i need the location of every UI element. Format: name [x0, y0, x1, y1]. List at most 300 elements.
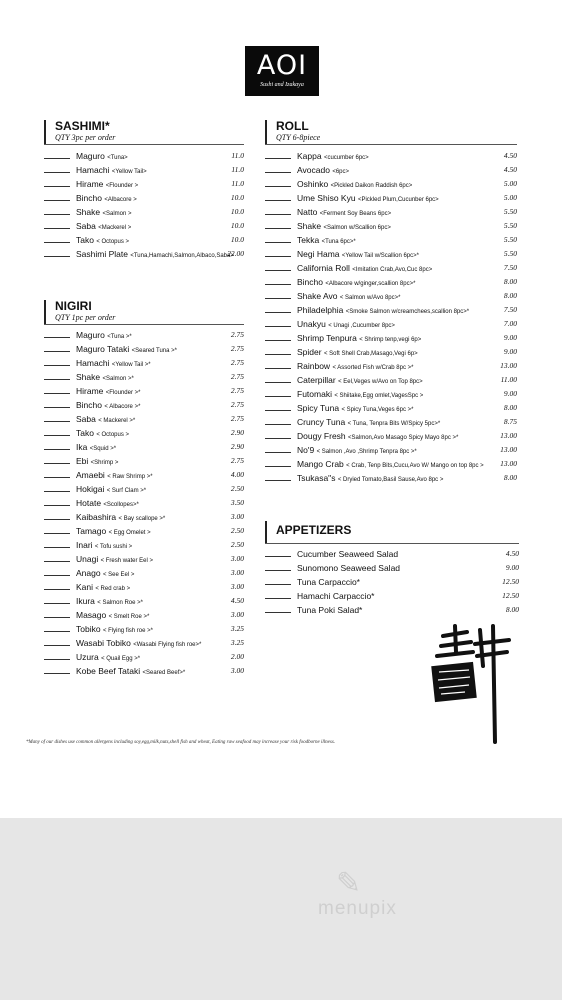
qty-blank — [44, 469, 70, 478]
qty-blank — [44, 192, 70, 201]
qty-blank — [265, 304, 291, 313]
item-name: Ume Shiso Kyu — [297, 193, 356, 203]
item-price: 2.75 — [230, 372, 244, 381]
item-price: 2.75 — [230, 414, 244, 423]
menu-item — [265, 261, 517, 275]
qty-blank — [265, 458, 291, 467]
item-description: < Bay scallope >* — [118, 516, 166, 522]
qty-blank — [44, 441, 70, 450]
qty-blank — [44, 483, 70, 492]
item-name: Inari — [76, 540, 93, 550]
item-price: 8.00 — [503, 291, 517, 300]
item-name: Tsukasa"s — [297, 473, 336, 483]
item-description: <cucumber 6pc> — [323, 155, 369, 161]
item-price: 3.00 — [230, 666, 244, 675]
menu-item — [44, 177, 244, 191]
menu-item — [44, 454, 244, 468]
item-name: Bincho — [76, 400, 102, 410]
section-qty: QTY 1pc per order — [55, 313, 116, 322]
logo-tagline: Sushi and Izakaya — [260, 82, 304, 88]
item-price: 2.75 — [230, 400, 244, 409]
item-name: Futomaki — [297, 389, 332, 399]
item-description: <Salmon w/Scallion 6pc> — [323, 225, 391, 231]
menu-item — [44, 247, 244, 261]
menu-item — [265, 359, 517, 373]
item-price: 13.00 — [500, 459, 517, 468]
menu-item — [265, 317, 517, 331]
qty-blank — [265, 318, 291, 327]
item-price: 2.50 — [230, 484, 244, 493]
item-price: 11.0 — [231, 179, 244, 188]
item-price: 3.00 — [230, 512, 244, 521]
item-description: <Flounder > — [105, 183, 139, 189]
section-header — [44, 300, 244, 324]
item-price: 10.0 — [230, 193, 244, 202]
item-description: <Yellow Tail w/Scallion 6pc>* — [341, 253, 419, 259]
item-name: Amaebi — [76, 470, 105, 480]
item-name: Tuna Poki Salad* — [297, 605, 363, 615]
qty-blank — [265, 262, 291, 271]
qty-blank — [44, 385, 70, 394]
item-description: < Salmon w/Avo 8pc>* — [339, 295, 401, 301]
item-description: < Unagi ,Cucumber 8pc> — [328, 323, 395, 329]
menu-item — [44, 468, 244, 482]
menu-item — [44, 370, 244, 384]
menu-item — [44, 440, 244, 454]
menu-item — [44, 398, 244, 412]
item-description: < Shrimp tenp,vegi 6p> — [359, 337, 422, 343]
qty-blank — [44, 220, 70, 229]
item-price: 2.75 — [230, 358, 244, 367]
item-description: < Smelt Roe >* — [108, 614, 150, 620]
qty-blank — [44, 399, 70, 408]
item-description: < Quail Egg >* — [101, 656, 141, 662]
qty-blank — [265, 562, 291, 571]
item-description: <Wasabi Flying fish roe>* — [133, 642, 202, 648]
item-name: Maguro — [76, 151, 105, 161]
menu-item — [265, 547, 519, 561]
item-name: Sashimi Plate — [76, 249, 128, 259]
item-price: 10.0 — [230, 207, 244, 216]
item-description: <Pickled Daikon Raddish 6pc> — [330, 183, 413, 189]
item-name: Bincho — [76, 193, 102, 203]
item-name: Hamachi — [76, 165, 110, 175]
item-description: < Mackerel >* — [98, 418, 136, 424]
item-price: 4.00 — [230, 470, 244, 479]
qty-blank — [44, 609, 70, 618]
item-price: 2.50 — [230, 526, 244, 535]
item-name: Mango Crab — [297, 459, 344, 469]
item-description: < Tuna, Tenpra Bits W/Spicy 5pc>* — [347, 421, 441, 427]
qty-blank — [44, 567, 70, 576]
qty-blank — [265, 604, 291, 613]
item-description: < Fresh water Eel > — [100, 558, 153, 564]
menu-item — [265, 471, 517, 485]
menu-item — [265, 331, 517, 345]
qty-blank — [265, 164, 291, 173]
item-price: 5.50 — [503, 235, 517, 244]
qty-blank — [265, 150, 291, 159]
item-description: < Flying fish roe >* — [102, 628, 153, 634]
menu-item — [265, 561, 519, 575]
menu-item — [265, 603, 519, 617]
qty-blank — [265, 402, 291, 411]
item-name: Caterpillar — [297, 375, 336, 385]
menu-item — [44, 496, 244, 510]
qty-blank — [265, 248, 291, 257]
qty-blank — [44, 150, 70, 159]
item-price: 5.50 — [503, 207, 517, 216]
watermark-icon: ✎ — [336, 867, 363, 900]
menu-item — [265, 247, 517, 261]
item-name: Spider — [297, 347, 322, 357]
qty-blank — [44, 497, 70, 506]
item-list — [265, 149, 517, 485]
section-title: NIGIRI — [55, 299, 92, 313]
section-rule — [265, 144, 517, 145]
item-description: <Tuna> — [107, 155, 128, 161]
qty-blank — [44, 206, 70, 215]
item-price: 3.00 — [230, 582, 244, 591]
qty-blank — [265, 220, 291, 229]
menu-item — [44, 538, 244, 552]
item-price: 9.00 — [503, 333, 517, 342]
item-description: < See Eel > — [102, 572, 135, 578]
qty-blank — [44, 553, 70, 562]
item-price: 4.50 — [503, 151, 517, 160]
item-list — [44, 328, 244, 678]
qty-blank — [265, 192, 291, 201]
menu-item — [44, 482, 244, 496]
item-description: <Salmon,Avo Masago Spicy Mayo 8pc >* — [348, 435, 459, 441]
item-description: < Crab, Tenp Bits,Cucu,Avo W/ Mango on top 8pc > — [346, 463, 484, 469]
item-name: Hokigai — [76, 484, 105, 494]
item-description: < Assorted Fish w/Crab 8pc >* — [332, 365, 414, 371]
item-description: < Albacore >* — [104, 404, 141, 410]
section-title: APPETIZERS — [276, 523, 352, 537]
menu-item — [265, 219, 517, 233]
qty-blank — [265, 276, 291, 285]
item-name: Avocado — [297, 165, 330, 175]
item-name: No'9 — [297, 445, 315, 455]
item-name: Ikura — [76, 596, 95, 606]
item-description: < Surf Clam >* — [106, 488, 147, 494]
item-price: 4.50 — [503, 165, 517, 174]
section-rule — [265, 543, 519, 544]
section-header — [265, 120, 517, 144]
menu-item — [44, 356, 244, 370]
item-description: <Squid >* — [89, 446, 117, 452]
item-name: Hirame — [76, 179, 104, 189]
qty-blank — [44, 329, 70, 338]
item-price: 13.00 — [500, 445, 517, 454]
item-description: <Yellow Tail> — [111, 169, 147, 175]
qty-blank — [44, 234, 70, 243]
menu-item — [44, 205, 244, 219]
menu-item — [265, 387, 517, 401]
item-price: 13.00 — [500, 361, 517, 370]
item-description: < Dryied Tomato,Basil Sause,Avo 8pc > — [337, 477, 444, 483]
item-price: 12.50 — [502, 591, 519, 600]
item-price: 12.50 — [502, 577, 519, 586]
item-price: 7.50 — [503, 263, 517, 272]
item-name: Maguro — [76, 330, 105, 340]
item-price: 8.00 — [503, 403, 517, 412]
item-name: Uzura — [76, 652, 99, 662]
qty-blank — [44, 595, 70, 604]
menu-item — [44, 650, 244, 664]
item-description: <Tuna 6pc>* — [321, 239, 356, 245]
menu-item — [265, 589, 519, 603]
qty-blank — [44, 637, 70, 646]
qty-blank — [44, 357, 70, 366]
item-name: Cucumber Seaweed Salad — [297, 549, 399, 559]
item-price: 2.90 — [230, 428, 244, 437]
item-name: Saba — [76, 414, 96, 424]
item-description: <Albacore > — [104, 197, 137, 203]
menu-item — [265, 429, 517, 443]
menu-item — [265, 457, 517, 471]
item-description: <Scollopes>* — [103, 502, 139, 508]
item-price: 2.75 — [230, 344, 244, 353]
item-description: < Red crab > — [95, 586, 131, 592]
qty-blank — [265, 234, 291, 243]
item-price: 9.00 — [503, 389, 517, 398]
item-name: Hamachi Carpaccio* — [297, 591, 375, 601]
item-description: <Salmon >* — [102, 376, 134, 382]
item-description: <Albacore w/ginger,scallion 8pc>* — [325, 281, 416, 287]
item-price: 9.00 — [503, 347, 517, 356]
item-name: Bincho — [297, 277, 323, 287]
item-name: Kobe Beef Tataki — [76, 666, 141, 676]
qty-blank — [44, 455, 70, 464]
item-price: 2.75 — [230, 386, 244, 395]
menu-item — [265, 345, 517, 359]
item-price: 3.50 — [230, 498, 244, 507]
menu-item — [44, 580, 244, 594]
item-name: Sunomono Seaweed Salad — [297, 563, 401, 573]
menu-item — [265, 575, 519, 589]
item-price: 2.75 — [230, 456, 244, 465]
item-description: < Soft Shell Crab,Masago,Vegi 6p> — [323, 351, 418, 357]
item-description: <Yellow Tail >* — [111, 362, 151, 368]
item-price: 7.50 — [503, 305, 517, 314]
item-name: Dougy Fresh — [297, 431, 346, 441]
item-name: Rainbow — [297, 361, 331, 371]
menu-item — [44, 342, 244, 356]
item-description: < Tofu sushi > — [94, 544, 133, 550]
item-price: 8.00 — [503, 277, 517, 286]
item-name: California Roll — [297, 263, 350, 273]
item-name: Kani — [76, 582, 94, 592]
qty-blank — [265, 332, 291, 341]
item-name: Oshinko — [297, 179, 329, 189]
item-description: <Ferment Soy Beans 6pc> — [319, 211, 392, 217]
item-price: 8.75 — [503, 417, 517, 426]
menu-item — [44, 328, 244, 342]
qty-blank — [44, 651, 70, 660]
menu-item — [44, 384, 244, 398]
item-name: Negi Hama — [297, 249, 340, 259]
menu-item — [265, 289, 517, 303]
item-name: Unagi — [76, 554, 99, 564]
item-price: 5.00 — [503, 179, 517, 188]
menu-item — [265, 163, 517, 177]
item-list — [44, 149, 244, 261]
roll-section — [265, 120, 517, 485]
item-price: 7.00 — [503, 319, 517, 328]
item-price: 2.00 — [230, 652, 244, 661]
item-name: Tobiko — [76, 624, 101, 634]
appetizers-section — [265, 521, 519, 617]
item-name: Tako — [76, 428, 94, 438]
item-description: < Octopus > — [96, 239, 130, 245]
item-description: <6pc> — [332, 169, 349, 175]
item-description: <Salmon > — [102, 211, 132, 217]
item-description: <Tuna,Hamachi,Salmon,Albaco,Saba> — [130, 253, 234, 259]
item-price: 3.00 — [230, 568, 244, 577]
watermark-text: menupix — [318, 898, 397, 919]
menu-item — [265, 443, 517, 457]
qty-blank — [265, 206, 291, 215]
menu-item — [44, 426, 244, 440]
menu-item — [44, 233, 244, 247]
menu-item — [44, 149, 244, 163]
item-price: 9.00 — [505, 563, 519, 572]
qty-blank — [265, 360, 291, 369]
item-description: < Salmon Roe >* — [97, 600, 143, 606]
item-price: 11.0 — [231, 165, 244, 174]
calligraphy-art — [425, 622, 515, 752]
qty-blank — [265, 590, 291, 599]
menu-item — [265, 401, 517, 415]
watermark — [318, 867, 478, 920]
qty-blank — [44, 371, 70, 380]
item-price: 3.25 — [230, 638, 244, 647]
item-price: 2.75 — [230, 330, 244, 339]
qty-blank — [44, 343, 70, 352]
menu-item — [44, 552, 244, 566]
menu-item — [44, 594, 244, 608]
menu-item — [265, 205, 517, 219]
qty-blank — [265, 444, 291, 453]
item-name: Shake — [76, 207, 101, 217]
qty-blank — [44, 164, 70, 173]
menu-item — [265, 415, 517, 429]
qty-blank — [265, 346, 291, 355]
item-description: < Octopus > — [96, 432, 130, 438]
item-name: Shake — [297, 221, 322, 231]
item-name: Kaibashira — [76, 512, 117, 522]
item-name: Hirame — [76, 386, 104, 396]
item-name: Kappa — [297, 151, 322, 161]
qty-blank — [265, 388, 291, 397]
item-description: < Eel,Veges w/Avo on Top 8pc> — [338, 379, 423, 385]
item-name: Maguro Tataki — [76, 344, 130, 354]
section-rule — [44, 144, 244, 145]
item-price: 11.0 — [231, 151, 244, 160]
item-name: Tako — [76, 235, 94, 245]
menu-item — [44, 608, 244, 622]
item-price: 10.0 — [230, 221, 244, 230]
item-name: Ika — [76, 442, 88, 452]
item-description: < Raw Shrimp >* — [107, 474, 153, 480]
qty-blank — [44, 511, 70, 520]
qty-blank — [44, 178, 70, 187]
item-description: <Flounder >* — [105, 390, 141, 396]
nigiri-section — [44, 300, 244, 678]
qty-blank — [44, 539, 70, 548]
menu-item — [265, 149, 517, 163]
qty-blank — [265, 430, 291, 439]
item-price: 4.50 — [230, 596, 244, 605]
item-price: 8.00 — [503, 473, 517, 482]
item-description: <Seared Beef>* — [142, 670, 186, 676]
item-description: <Seared Tuna >* — [131, 348, 177, 354]
item-name: Natto — [297, 207, 318, 217]
menu-item — [44, 163, 244, 177]
menu-item — [265, 275, 517, 289]
item-description: <Tuna >* — [107, 334, 132, 340]
qty-blank — [265, 178, 291, 187]
section-title: ROLL — [276, 119, 309, 133]
menu-item — [44, 622, 244, 636]
section-qty: QTY 3pc per order — [55, 133, 116, 142]
qty-blank — [44, 525, 70, 534]
item-name: Tekka — [297, 235, 320, 245]
item-name: Ebi — [76, 456, 89, 466]
item-price: 22.00 — [227, 249, 244, 258]
qty-blank — [44, 665, 70, 674]
menu-item — [265, 177, 517, 191]
item-description: < Shiitake,Egg omlet,VagesSpc > — [334, 393, 424, 399]
item-price: 8.00 — [505, 605, 519, 614]
item-price: 2.50 — [230, 540, 244, 549]
section-header — [44, 120, 244, 144]
item-description: < Egg Omelet > — [108, 530, 151, 536]
item-price: 13.00 — [500, 431, 517, 440]
item-description: <Imitation Crab,Avo,Cuc 8pc> — [352, 267, 433, 273]
qty-blank — [44, 413, 70, 422]
section-rule — [44, 324, 244, 325]
menu-item — [265, 373, 517, 387]
section-title: SASHIMI* — [55, 119, 110, 133]
menu-item — [44, 566, 244, 580]
item-name: Tamago — [76, 526, 107, 536]
section-header — [265, 521, 519, 543]
menu-item — [265, 233, 517, 247]
qty-blank — [265, 374, 291, 383]
item-name: Tuna Carpaccio* — [297, 577, 360, 587]
item-name: Wasabi Tobiko — [76, 638, 131, 648]
menu-item — [265, 191, 517, 205]
item-name: Hotate — [76, 498, 102, 508]
item-price: 3.00 — [230, 610, 244, 619]
item-price: 5.50 — [503, 249, 517, 258]
qty-blank — [265, 416, 291, 425]
qty-blank — [265, 472, 291, 481]
item-description: <Mackerel > — [98, 225, 132, 231]
item-name: Anago — [76, 568, 101, 578]
qty-blank — [44, 581, 70, 590]
item-name: Shake Avo — [297, 291, 338, 301]
item-description: <Pickled Plum,Cucunber 6pc> — [357, 197, 439, 203]
qty-blank — [265, 290, 291, 299]
item-price: 5.00 — [503, 193, 517, 202]
item-price: 11.00 — [500, 375, 517, 384]
menu-item — [44, 412, 244, 426]
item-list — [265, 547, 519, 617]
